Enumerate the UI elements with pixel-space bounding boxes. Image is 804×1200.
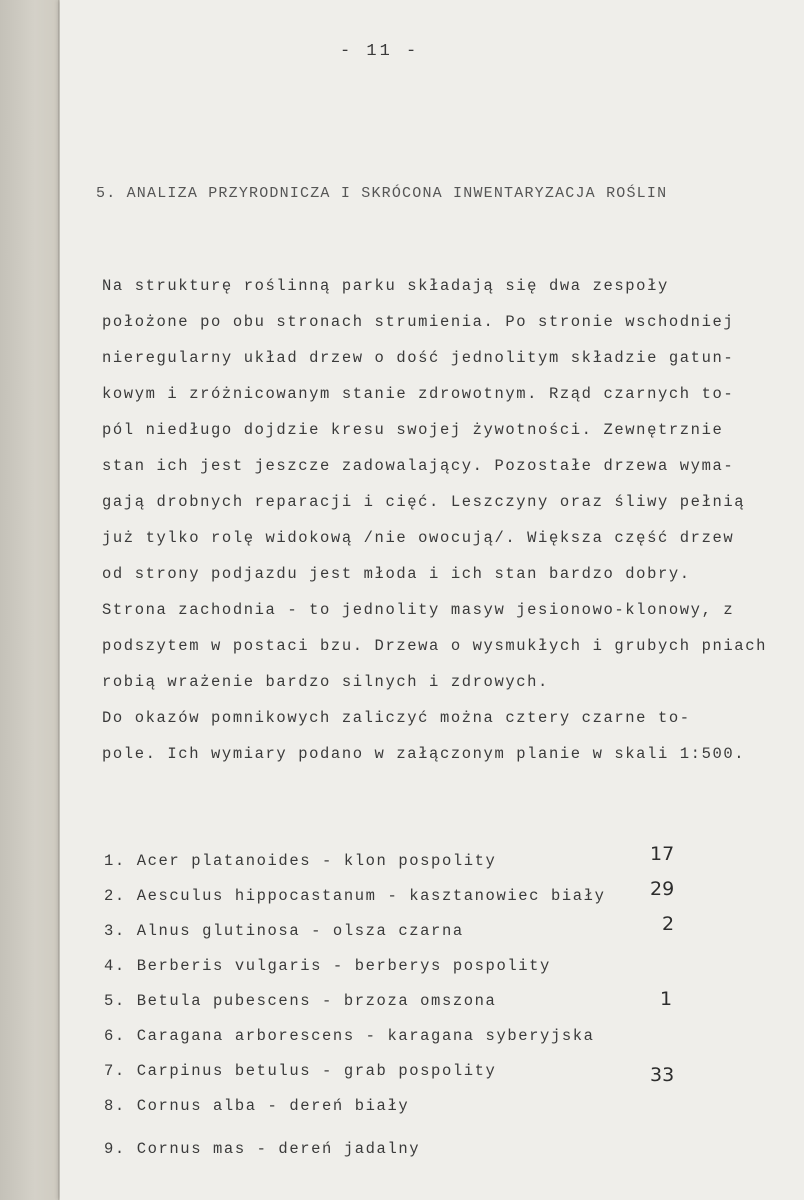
species-item: 5. Betula pubescens - brzoza omszona [104,992,497,1010]
species-item: 9. Cornus mas - dereń jadalny [104,1140,421,1158]
section-heading: 5. ANALIZA PRZYRODNICZA I SKRÓCONA INWENTARYZACJA ROŚLIN [96,185,668,202]
species-item: 2. Aesculus hippocastanum - kasztanowiec biały [104,887,606,905]
paragraph-line: kowym i zróżnicowanym stanie zdrowotnym. Rząd czarnych to- [102,385,735,403]
paragraph-line: gają drobnych reparacji i cięć. Leszczyny oraz śliwy pełnią [102,493,746,511]
handwritten-count: 2 [662,913,675,935]
handwritten-count: 1 [660,988,673,1010]
handwritten-count: 33 [650,1064,675,1086]
adjacent-page-edge [0,0,59,1200]
species-item: 7. Carpinus betulus - grab pospolity [104,1062,497,1080]
paragraph-line: położone po obu stronach strumienia. Po stronie wschodniej [102,313,735,331]
species-item: 6. Caragana arborescens - karagana syberyjska [104,1027,595,1045]
handwritten-count: 17 [650,843,675,865]
paragraph-line: Do okazów pomnikowych zaliczyć można cztery czarne to- [102,709,691,727]
paragraph-line: od strony podjazdu jest młoda i ich stan bardzo dobry. [102,565,691,583]
paragraph-line: robią wrażenie bardzo silnych i zdrowych. [102,673,549,691]
paragraph-line: już tylko rolę widokową /nie owocują/. Większa część drzew [102,529,735,547]
typewritten-page [60,0,804,1200]
species-item: 4. Berberis vulgaris - berberys pospolity [104,957,551,975]
paragraph-line: pól niedługo dojdzie kresu swojej żywotności. Zewnętrznie [102,421,724,439]
paragraph-line: podszytem w postaci bzu. Drzewa o wysmukłych i grubych pniach [102,637,767,655]
page-number: - 11 - [340,42,420,61]
paragraph-line: Na strukturę roślinną parku składają się dwa zespoły [102,277,669,295]
paragraph-line: stan ich jest jeszcze zadowalający. Pozostałe drzewa wyma- [102,457,735,475]
paragraph-line: Strona zachodnia - to jednolity masyw jesionowo-klonowy, z [102,601,735,619]
handwritten-count: 29 [650,878,675,900]
paragraph-line: pole. Ich wymiary podano w załączonym planie w skali 1:500. [102,745,746,763]
paragraph-line: nieregularny układ drzew o dość jednolitym składzie gatun- [102,349,735,367]
species-item: 8. Cornus alba - dereń biały [104,1097,410,1115]
species-item: 3. Alnus glutinosa - olsza czarna [104,922,464,940]
species-item: 1. Acer platanoides - klon pospolity [104,852,497,870]
